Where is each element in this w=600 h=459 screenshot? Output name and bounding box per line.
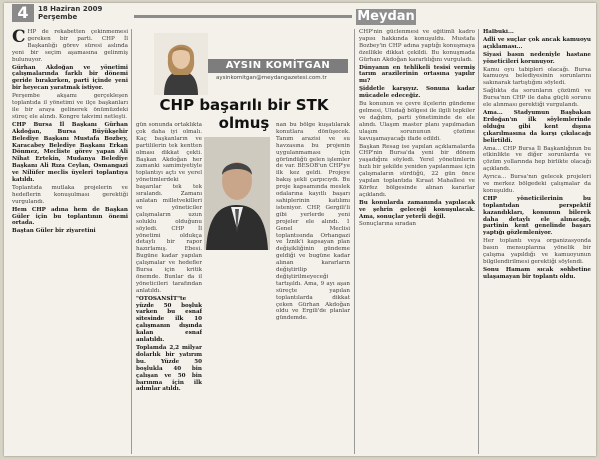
issue-weekday: Perşembe [38, 13, 78, 21]
paragraph: HP de rekabetten çekinmemesi gereken bir parti. CHP İl Başkanlığı görev süresi aslında yeni bir seçim aşamasına gelinmiş bulunuyor. [12, 29, 128, 63]
politician-portrait-image [204, 137, 270, 250]
paragraph: Sonuçlarına sıradan [359, 221, 417, 228]
paragraph: Halbuki... [483, 29, 514, 35]
page-header [4, 3, 596, 25]
paragraph: Başkan Resag ise yapılan açıklamalarda CHP'nin Bursa'da yeni bir dönem yaşadığını söyledi. Yerel yönetimlerin hızlı bir şekilde yeniden yapılanması için çalışmaların sürdüğü, 22 gün önce yapılan toplantıda Kıraat Mahallesi ve Körfez bölgesinde alınan kararlar açıklandı. [359, 143, 475, 198]
paragraph: Ayrıca... Bursa'nın gelecek projeleri ve merkez bölgedeki çalışmalar da konuşuldu. [483, 174, 591, 194]
paragraph: Bu konularda zamanında yapılacak ve şehrin geleceği konuşulacak. Ama, sonuçlar yeterli değil. [359, 199, 475, 220]
column-divider [478, 29, 479, 454]
newspaper-page [4, 3, 596, 456]
article-headline: CHP başarılı bir STK olmuş [159, 96, 329, 132]
section-label: Meydan [357, 9, 415, 24]
paragraph: Sağlıkta da sorunların çözümü ve Bursa'nın CHP ile daha güçlü sorunu ele alınması gerektiği vurgulandı. [483, 88, 591, 109]
header-rule [134, 15, 352, 18]
paragraph: Bu konunun ve çevre ilçelerin gündeme gelmesi, Uludağ bölgesi ile ilgili tepkiler ve dağılım, parti yönetiminde de ele alındı. Ulaşım master planı yapılmadan ulaşım sorununun çözüme kavuşamayacağı ifade edildi. [359, 101, 475, 142]
paragraph: CHP'nin güclenmesi ve eğitimli kadro yapısı hakkında konuşuldu. Mustafa Bozbey'in CHP adına yaptığı konuşmaya özellikle dikkat çekildi. Bu konuşmada Gürhan Akdoğan kararlılığını vurguladı. [359, 29, 475, 63]
paragraph: Ama... Stadyumun Başbakan Erdoğan'ın ilk söylemlerinde olduğu gibi kent dışına çıkarılmasına da karşı çıkılacağı belirtildi. [483, 109, 591, 144]
paragraph: Siyasi basın nedeniyle hastane yöneticileri korunuyor. [483, 51, 591, 65]
date-block [38, 5, 102, 21]
columnist-photo [154, 33, 208, 95]
paragraph: Perşembe akşamı gerçekleşen toplantıda il yönetimi ve ilçe başkanları ile bir araya gelinerek önümüzdeki süreç ele alındı. Kongre takvimi netleşti. [12, 93, 128, 120]
paragraph: Ama... CHP Bursa İl Başkanlığının bu etkinlikte ve diğer sorunlarda ve çözüm yollarında hep birlikte olacağı açıklandı. [483, 145, 591, 173]
page-number: 4 [12, 4, 34, 22]
columnist-email: aysinkomitgan@meydangazetesi.com.tr [216, 75, 327, 81]
article-column-a [136, 122, 202, 454]
paragraph: Her toplantı veya organizasyonda basın mensuplarına yönelik bir çalışma yapıldığı ve kamuoyunun bilgilendirilmesi gerektiği söylendi. [483, 238, 591, 265]
paragraph: Adli ve suçlar çok ancak kamuoyu açıklaması... [483, 36, 591, 50]
issue-date: 18 Haziran 2009 [38, 5, 103, 13]
article-column-b [276, 122, 350, 454]
drop-cap: C [12, 29, 26, 47]
article-photo [204, 137, 270, 250]
column-divider [131, 29, 132, 454]
column-far-right [483, 29, 591, 454]
paragraph: Toplamda 2,2 milyar dolarlık bir yatırım bu. Yüzde 50 boşlukla 40 bin çalışan ve 50 bin barınma için ilk adımlar atıldı. [136, 345, 202, 393]
column-left [12, 29, 128, 454]
paragraph: gün sonunda ortaklıkta çok daha iyi olmalı. Kaç başkanların ve partililerin tek kentten olması dikkat çekti. Başkan Akdoğan her zamanki samimiyetiyle toplantıyı açtı ve yerel yönetimlerdeki başarılar tek tek sıralandı. Zamanı anlatan milletvekilleri ve yöneticiler çalışmaların uzun soluklu olduğunu söyledi. CHP İl yönetimi oldukça detaylı bir rapor hazırlamış. Ebesi. Bugüne kadar yapılan çalışmalar ve hedefler Bursa için kritik önemde. Bunlar da il yöneticileri tarafından anlatıldı. [136, 122, 202, 294]
paragraph: Kamu oyu tabipleri olacağı. Bursa kamuoyu belediyesinin sorunlarını sakınarak tartıştığını söyledi. [483, 66, 591, 87]
paragraph: Baştan Güler bir ziyaretini [12, 228, 96, 235]
paragraph: Dünyanın en tehlikeli tesisi vermiş tarım arazilerinin ortasına yapılır mı? [359, 64, 475, 85]
column-right [359, 29, 475, 454]
paragraph: CHP Bursa İl Başkanı Gürhan Akdoğan, Bursa Büyükşehir Belediye Başkanı Mustafa Bozbey, Karacabey Belediye Başkanı Erkan Dönmez, Mecliste görev yapan Ali Nihat Ertekin, Mudanya Belediye Başkanı Ali Rıza Ceylan, Osmangazi ve Nilüfer meclis üyeleri toplantıya katıldı. [12, 121, 128, 184]
paragraph: Sonu Hamam sıcak sohbetine ulaşamayan bir toplantı oldu. [483, 266, 591, 280]
columnist-portrait-image [154, 33, 208, 95]
paragraph: Hem CHP adına hem de Başkan Güler için bu toplantının önemi ortada. [12, 206, 128, 227]
column-divider [354, 29, 355, 454]
paragraph: Gürhan Akdoğan ve yönetimi çalışmalarında farklı bir dönemi geride bırakırken, parti içinde yeni bir heyecan yaratmak istiyor. [12, 64, 128, 92]
paragraph: Toplantıda mutlaka projelerin ve hedeflerin konuşulması gerektiği vurgulandı. [12, 184, 128, 205]
pull-quote: "OTOSANSİT"te yüzde 50 boşluk varken bu esnaf sitesinde ilk 10 çalışmanın dışında kalan esnaf anlatıldı. [136, 295, 202, 344]
columnist-name: AYSIN KOMİTGAN [208, 59, 348, 73]
paragraph: CHP yöneticilerinin bu toplantıdan perspektif kazandıkları, konunun bilerek daha detaylı ele alınacağı, partinin kent genelinde başarı yaptığı gözlemleniyor. [483, 195, 591, 237]
paragraph: nan bu bölge kuşatılarak konutlara dönüşecek. Tanım arazisi ve su havzasına bu projenin uygulanmaması için göründüğü gelen işlemler de var. BESOB'un CHP'ye ilk kez geldi. Projeye bakış şekli çarpıcıydı. Bu proje kapsamında meslek odalarına kayıtlı başarı sahiplerinin katılımı isteniyor. CHP, Gergili'li gibi yerlerde yeni projeler ele alındı. 1 Genel Meclisi toplantısında Orhangazi ve İznik'i kapsayan plan değişikliğinin gündeme geldiği ve bugüne kadar alınan kararların değiştirilip değiştirilmeyeceği tartışıldı. Ama, 9 ayı aşan süreçte yapılan toplantılarda dikkat çeken Gürhan Akdoğan oldu ve Ergili'de planlar gündemde. [276, 122, 350, 322]
paragraph: Şiddetle karşıyız. Sonuna kadar mücadele edeceğiz. [359, 86, 475, 100]
